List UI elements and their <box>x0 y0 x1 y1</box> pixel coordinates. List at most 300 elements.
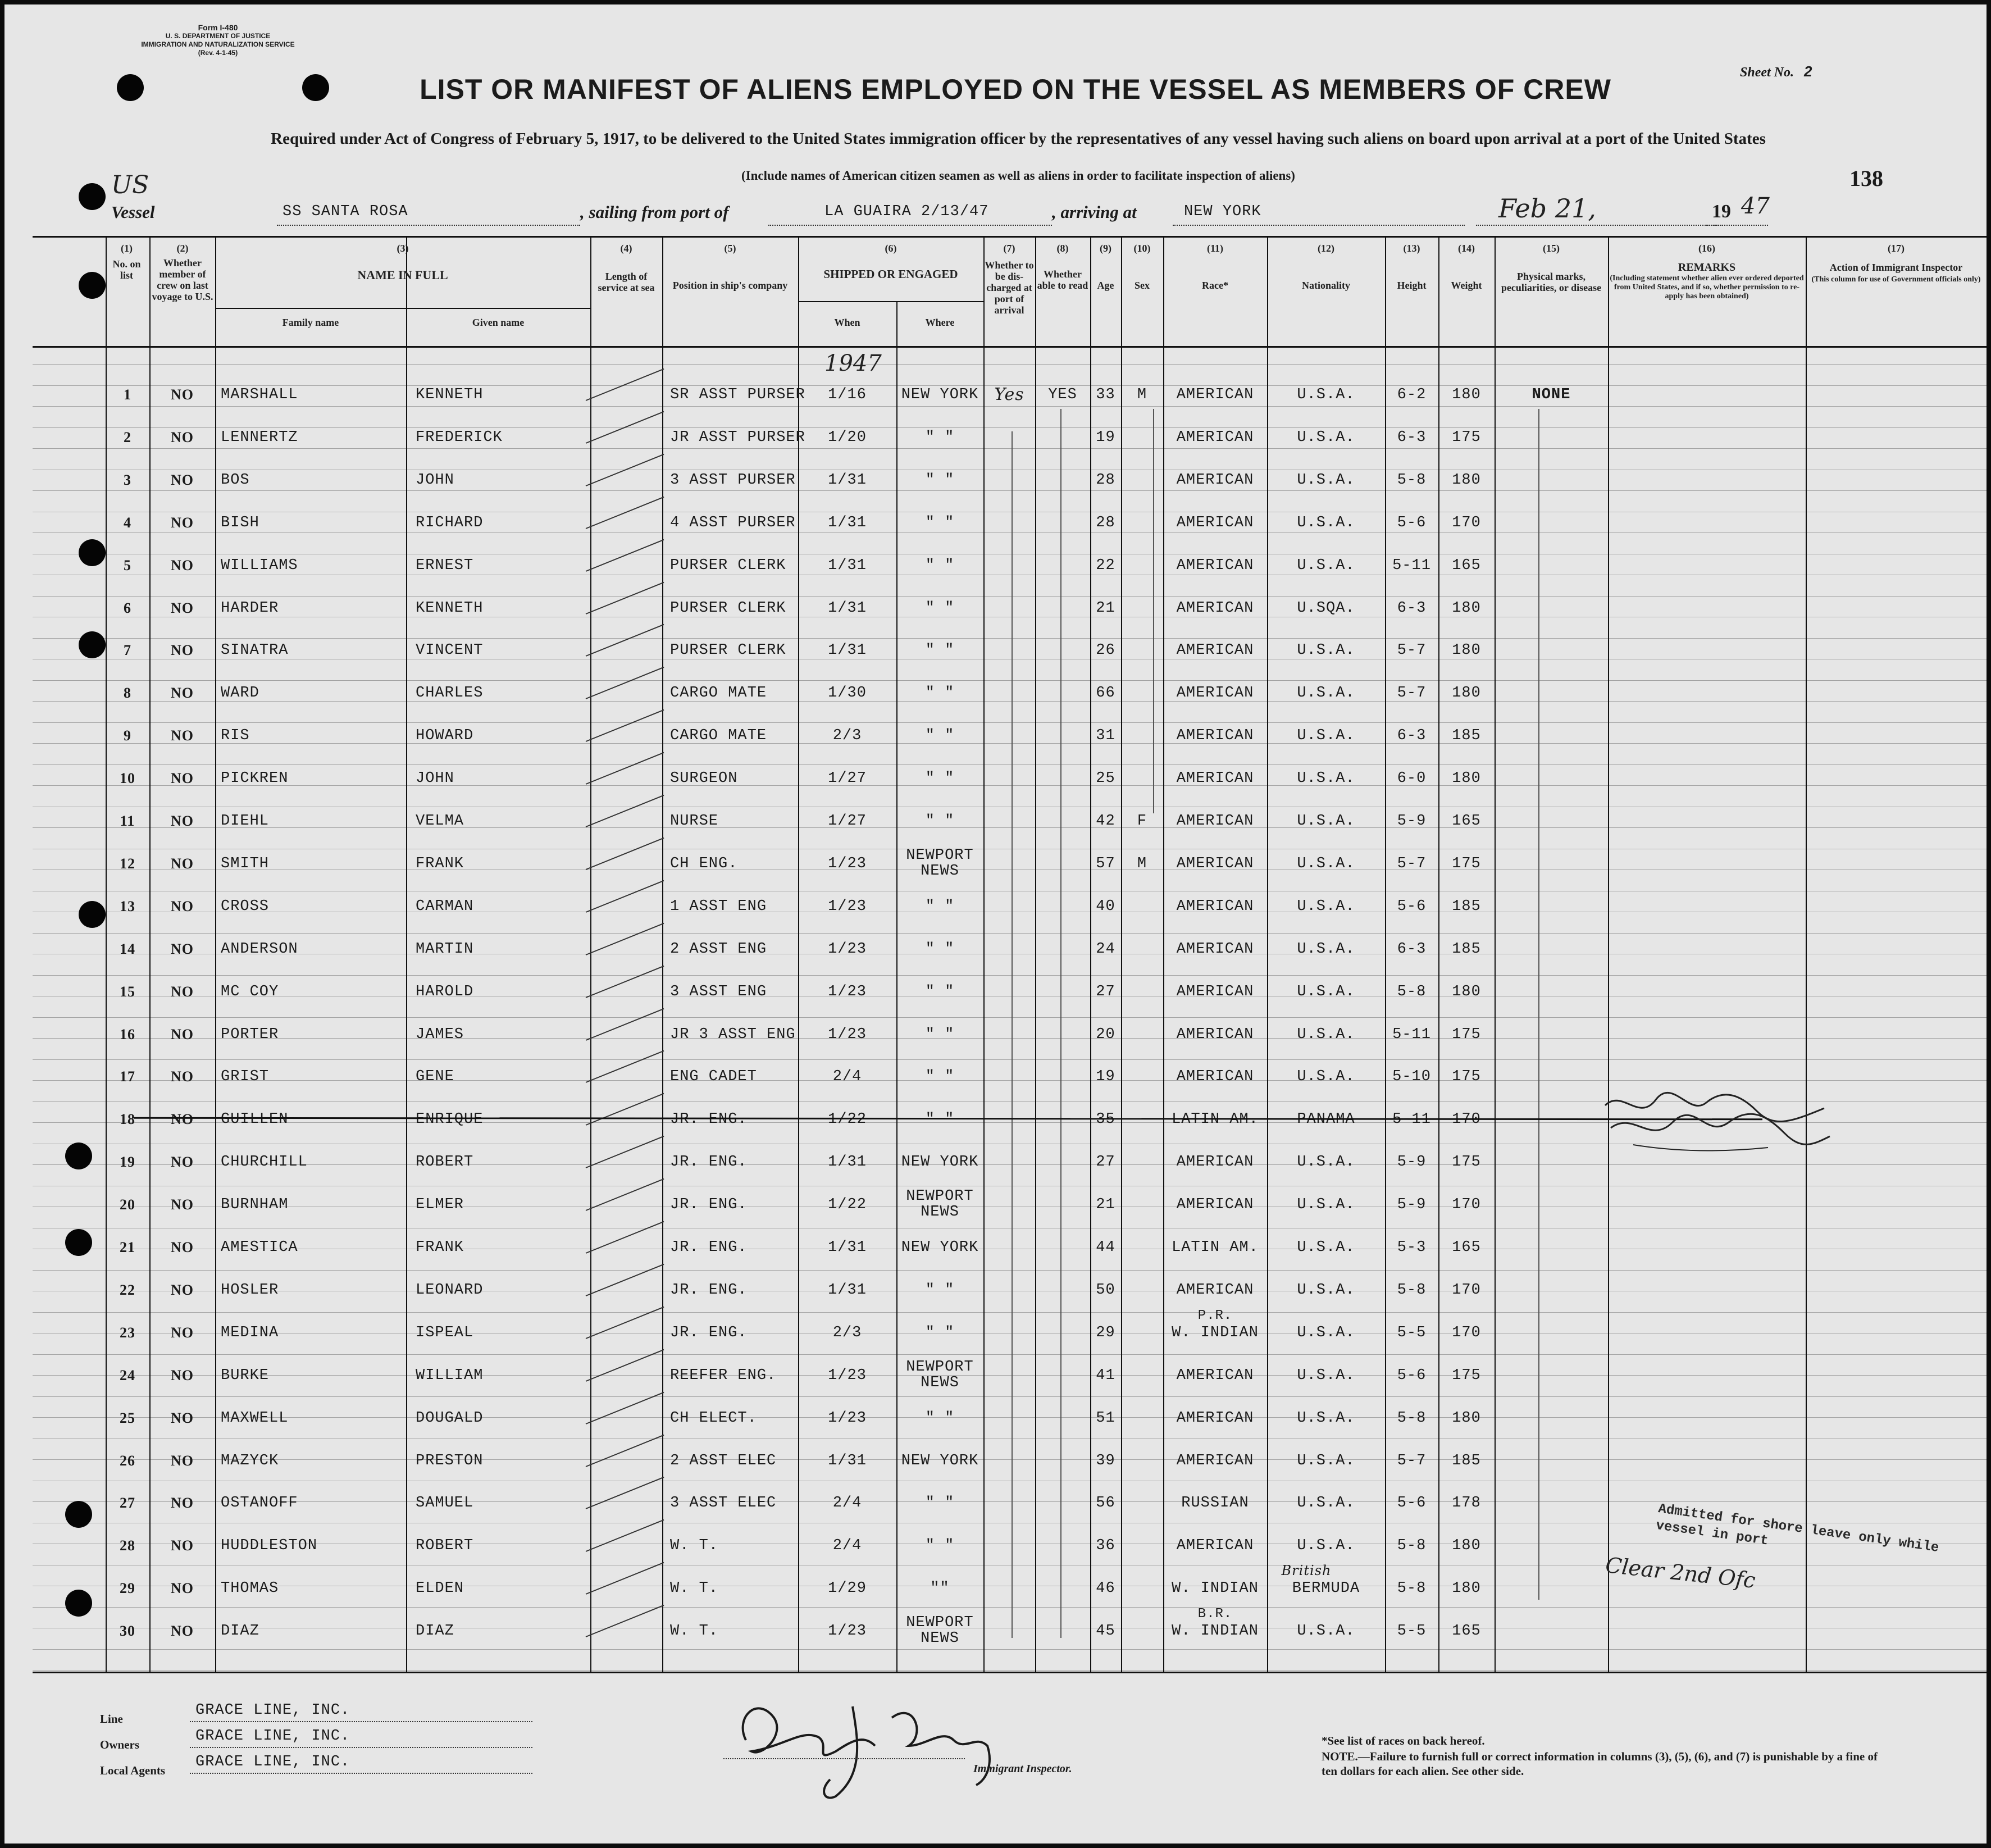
race: AMERICAN <box>1176 940 1254 958</box>
shipped-where: " " <box>925 1324 955 1341</box>
family-name: MAZYCK <box>221 1452 279 1469</box>
prior-voyage: NO <box>171 1452 194 1469</box>
prior-voyage: NO <box>171 1367 194 1383</box>
height: 5-9 <box>1397 1196 1427 1214</box>
row-number: 2 <box>124 429 131 445</box>
prior-voyage: NO <box>171 1239 194 1255</box>
service-check-mark <box>586 667 664 699</box>
prior-voyage: NO <box>171 1409 194 1426</box>
family-name: HUDDLESTON <box>221 1537 318 1555</box>
service-check-mark <box>586 880 664 913</box>
given-name: JOHN <box>416 471 454 489</box>
race: AMERICAN <box>1176 983 1254 1000</box>
service-check-mark <box>586 1307 664 1339</box>
row-number: 26 <box>120 1452 135 1469</box>
weight: 180 <box>1452 685 1481 702</box>
inspector-label: Immigrant Inspector. <box>973 1763 1072 1775</box>
row-number: 27 <box>120 1495 135 1512</box>
shipped-when: 1/31 <box>828 514 867 531</box>
height: 5-7 <box>1397 855 1427 872</box>
row-number: 7 <box>124 642 131 659</box>
family-name: DIEHL <box>221 813 270 830</box>
page-number: 138 <box>1849 166 1883 191</box>
age: 21 <box>1096 599 1115 617</box>
col1-header: (1) No. on list <box>112 243 141 281</box>
race: AMERICAN <box>1176 514 1254 531</box>
prior-voyage: NO <box>171 386 194 403</box>
shipped-when: 1/20 <box>828 429 867 446</box>
position: JR. ENG. <box>670 1111 748 1128</box>
physical-marks: NONE <box>1532 386 1571 403</box>
punch-hole <box>79 631 106 658</box>
weight: 170 <box>1452 514 1481 531</box>
position: SURGEON <box>670 770 738 788</box>
position: REEFER ENG. <box>670 1367 777 1384</box>
nationality: U.S.A. <box>1297 557 1355 574</box>
family-name: MC COY <box>221 983 279 1000</box>
document-title: LIST OR MANIFEST OF ALIENS EMPLOYED ON THE VESSEL AS MEMBERS OF CREW <box>420 74 1611 105</box>
height: 5-11 <box>1392 1026 1431 1043</box>
shipped-where: " " <box>925 1111 955 1128</box>
shipped-when: 1/31 <box>828 1239 867 1256</box>
weight: 180 <box>1452 1580 1481 1597</box>
race-note: B.R. <box>1197 1606 1233 1622</box>
family-name: LENNERTZ <box>221 429 298 446</box>
shipped-when: 1/31 <box>828 599 867 617</box>
weight: 170 <box>1452 1324 1481 1341</box>
height: 5-8 <box>1397 1409 1427 1427</box>
service-check-mark <box>586 795 664 827</box>
shipped-where: NEW YORK <box>901 1154 979 1171</box>
weight: 178 <box>1452 1495 1481 1512</box>
given-name: JOHN <box>416 770 454 788</box>
nationality-note: British <box>1281 1563 1332 1579</box>
position: 3 ASST PURSER <box>670 471 796 489</box>
nationality: U.S.A. <box>1297 1281 1355 1299</box>
nationality: U.S.A. <box>1297 1452 1355 1469</box>
weight: 180 <box>1452 386 1481 403</box>
family-name: SINATRA <box>221 642 289 659</box>
weight: 185 <box>1452 727 1481 745</box>
weight: 180 <box>1452 983 1481 1000</box>
shipped-where: " " <box>925 514 955 531</box>
age: 51 <box>1096 1409 1115 1427</box>
punch-hole <box>79 272 106 299</box>
race: AMERICAN <box>1176 1026 1254 1043</box>
prior-voyage: NO <box>171 557 194 573</box>
nationality: U.S.A. <box>1297 1495 1355 1512</box>
family-name: GUILLEN <box>221 1111 289 1128</box>
nationality: U.S.A. <box>1297 855 1355 872</box>
age: 31 <box>1096 727 1115 745</box>
height: 6-0 <box>1397 770 1427 788</box>
shipped-where: "" <box>930 1580 950 1597</box>
nationality: U.S.A. <box>1297 813 1355 830</box>
age: 56 <box>1096 1495 1115 1512</box>
department: U. S. DEPARTMENT OF JUSTICE <box>165 32 271 40</box>
given-name: ISPEAL <box>416 1324 474 1341</box>
age: 57 <box>1096 855 1115 872</box>
service-check-mark <box>586 965 664 998</box>
col15-header: (15) Physical marks, peculiarities, or disease <box>1501 243 1602 293</box>
family-name: OSTANOFF <box>221 1495 298 1512</box>
row-number: 8 <box>124 685 131 702</box>
nationality: U.S.A. <box>1297 685 1355 702</box>
ditto-line <box>1012 431 1013 1638</box>
col2-header: (2) Whether member of crew on last voyage to U.S. <box>152 243 213 302</box>
prior-voyage: NO <box>171 770 194 787</box>
family-name: CHURCHILL <box>221 1154 308 1171</box>
service-check-mark <box>586 1562 664 1595</box>
family-name: MEDINA <box>221 1324 279 1341</box>
position: CH ENG. <box>670 855 738 872</box>
service-check-mark <box>586 923 664 955</box>
owners-value: GRACE LINE, INC. <box>195 1728 350 1745</box>
race: W. INDIAN <box>1172 1324 1259 1341</box>
race: AMERICAN <box>1176 386 1254 403</box>
given-name: ELDEN <box>416 1580 464 1597</box>
given-name: RICHARD <box>416 514 484 531</box>
col11-header: (11) Race* <box>1202 243 1228 291</box>
position: W. T. <box>670 1623 719 1640</box>
shipped-when: 1/23 <box>828 1026 867 1043</box>
able-to-read: YES <box>1048 386 1077 403</box>
punch-hole <box>65 1501 92 1528</box>
given-name: FRANK <box>416 855 464 872</box>
col9-header: (9) Age <box>1097 243 1114 291</box>
race: AMERICAN <box>1176 685 1254 702</box>
given-name: MARTIN <box>416 940 474 958</box>
row-number: 24 <box>120 1367 135 1383</box>
service-check-mark <box>586 1050 664 1083</box>
shipped-when: 1/22 <box>828 1111 867 1128</box>
shipped-when: 2/3 <box>832 727 862 745</box>
ditto-line <box>1153 409 1154 813</box>
race-note: P.R. <box>1197 1308 1233 1323</box>
row-number: 13 <box>120 898 135 914</box>
position: 1 ASST ENG <box>670 898 767 915</box>
service-check-mark <box>586 1434 664 1467</box>
shipped-where: " " <box>925 940 955 958</box>
prior-voyage: NO <box>171 1580 194 1597</box>
family-name: ANDERSON <box>221 940 298 958</box>
punch-hole <box>65 1229 92 1256</box>
prior-voyage: NO <box>171 685 194 702</box>
races-note: *See list of races on back hereof. <box>1322 1734 1485 1747</box>
shipped-where: " " <box>925 685 955 702</box>
race: AMERICAN <box>1176 642 1254 659</box>
arrival-port: NEW YORK <box>1184 203 1261 220</box>
weight: 185 <box>1452 1452 1481 1469</box>
age: 33 <box>1096 386 1115 403</box>
service-check-mark <box>586 624 664 657</box>
where-header: Where <box>925 317 955 328</box>
owners-label: Owners <box>100 1738 139 1751</box>
given-name: KENNETH <box>416 386 484 403</box>
height: 5-10 <box>1392 1068 1431 1086</box>
race: AMERICAN <box>1176 1281 1254 1299</box>
punch-hole <box>79 901 106 928</box>
prior-voyage: NO <box>171 940 194 957</box>
col14-header: (14) Weight <box>1451 243 1482 291</box>
nationality: U.SQA. <box>1297 599 1355 617</box>
agents-label: Local Agents <box>100 1764 166 1777</box>
family-name: SMITH <box>221 855 270 872</box>
height: 6-2 <box>1397 386 1427 403</box>
shipped-where: " " <box>925 898 955 915</box>
position: JR. ENG. <box>670 1324 748 1341</box>
nationality: U.S.A. <box>1297 1154 1355 1171</box>
family-name: PORTER <box>221 1026 279 1043</box>
service-check-mark <box>586 1008 664 1040</box>
row-number: 1 <box>124 386 131 403</box>
age: 66 <box>1096 685 1115 702</box>
shipped-where: " " <box>925 983 955 1000</box>
position: W. T. <box>670 1580 719 1597</box>
prior-voyage: NO <box>171 471 194 488</box>
family-name: HARDER <box>221 599 279 617</box>
service-check-mark <box>586 539 664 571</box>
height: 5-8 <box>1397 983 1427 1000</box>
shipped-when: 1/31 <box>828 642 867 659</box>
row-number: 20 <box>120 1196 135 1213</box>
height: 5-6 <box>1397 514 1427 531</box>
family-name: CROSS <box>221 898 270 915</box>
weight: 175 <box>1452 1068 1481 1086</box>
given-name: WILLIAM <box>416 1367 484 1384</box>
prior-voyage: NO <box>171 1154 194 1171</box>
height: 5-6 <box>1397 898 1427 915</box>
race: AMERICAN <box>1176 429 1254 446</box>
nationality: U.S.A. <box>1297 1239 1355 1256</box>
year-annotation: 1947 <box>824 351 882 376</box>
shipped-when: 1/31 <box>828 1154 867 1171</box>
shipped-where: NEWPORT NEWS <box>906 846 974 880</box>
weight: 180 <box>1452 770 1481 788</box>
weight: 165 <box>1452 1623 1481 1640</box>
prior-voyage: NO <box>171 813 194 829</box>
prior-voyage: NO <box>171 983 194 1000</box>
position: PURSER CLERK <box>670 599 786 617</box>
shipped-when: 1/31 <box>828 1452 867 1469</box>
shipped-where: " " <box>925 599 955 617</box>
race: AMERICAN <box>1176 1068 1254 1086</box>
row-number: 16 <box>120 1026 135 1043</box>
weight: 175 <box>1452 1026 1481 1043</box>
height: 5-9 <box>1397 1154 1427 1171</box>
age: 40 <box>1096 898 1115 915</box>
given-name: LEONARD <box>416 1281 484 1299</box>
shipped-when: 1/23 <box>828 898 867 915</box>
shipped-when: 1/27 <box>828 770 867 788</box>
race: AMERICAN <box>1176 1154 1254 1171</box>
col13-header: (13) Height <box>1397 243 1427 291</box>
race: AMERICAN <box>1176 1196 1254 1214</box>
shipped-where: NEWPORT NEWS <box>906 1614 974 1647</box>
row-number: 5 <box>124 557 131 573</box>
race: RUSSIAN <box>1181 1495 1249 1512</box>
nationality: U.S.A. <box>1297 898 1355 915</box>
height: 5-11 <box>1392 1111 1431 1128</box>
prior-voyage: NO <box>171 1026 194 1043</box>
shipped-where: " " <box>925 1495 955 1512</box>
sheet-value: 2 <box>1804 63 1812 80</box>
service-check-mark <box>586 1605 664 1637</box>
col8-header: (8) Whether able to read <box>1037 243 1088 291</box>
age: 22 <box>1096 557 1115 574</box>
nationality: U.S.A. <box>1297 1537 1355 1555</box>
shipped-where: NEW YORK <box>901 1239 979 1256</box>
race: AMERICAN <box>1176 557 1254 574</box>
service-check-mark <box>586 1136 664 1168</box>
shipped-where: " " <box>925 1068 955 1086</box>
family-name: BISH <box>221 514 259 531</box>
family-name: PICKREN <box>221 770 289 788</box>
punch-hole <box>79 539 106 566</box>
race: AMERICAN <box>1176 1452 1254 1469</box>
prior-voyage: NO <box>171 599 194 616</box>
age: 21 <box>1096 1196 1115 1214</box>
weight: 180 <box>1452 1409 1481 1427</box>
position: NURSE <box>670 813 719 830</box>
weight: 165 <box>1452 813 1481 830</box>
row-number: 11 <box>120 813 135 829</box>
given-name: CARMAN <box>416 898 474 915</box>
departure-port: LA GUAIRA 2/13/47 <box>824 203 989 220</box>
row-number: 15 <box>120 983 135 1000</box>
race: W. INDIAN <box>1172 1580 1259 1597</box>
age: 19 <box>1096 1068 1115 1086</box>
row-number: 9 <box>124 727 131 744</box>
weight: 170 <box>1452 1196 1481 1214</box>
family-name: GRIST <box>221 1068 270 1086</box>
include-note: (Include names of American citizen seamen as well as aliens in order to facilitate inspection of aliens) <box>741 169 1295 183</box>
prior-voyage: NO <box>171 1324 194 1341</box>
height: 5-5 <box>1397 1324 1427 1341</box>
position: JR. ENG. <box>670 1239 748 1256</box>
position: CARGO MATE <box>670 727 767 745</box>
prior-voyage: NO <box>171 727 194 744</box>
weight: 170 <box>1452 1111 1481 1128</box>
nationality: U.S.A. <box>1297 983 1355 1000</box>
prior-voyage: NO <box>171 429 194 445</box>
nationality: U.S.A. <box>1297 471 1355 489</box>
shipped-where: " " <box>925 1537 955 1555</box>
us-handwritten-mark: US <box>111 171 149 199</box>
race: AMERICAN <box>1176 770 1254 788</box>
row-number: 12 <box>120 855 135 872</box>
prior-voyage: NO <box>171 1281 194 1298</box>
position: PURSER CLERK <box>670 642 786 659</box>
nationality: U.S.A. <box>1297 386 1355 403</box>
row-number: 14 <box>120 940 135 957</box>
weight: 180 <box>1452 599 1481 617</box>
col10-header: (10) Sex <box>1133 243 1151 291</box>
position: 3 ASST ENG <box>670 983 767 1000</box>
height: 5-8 <box>1397 1537 1427 1555</box>
form-number: Form I-480 <box>198 23 238 32</box>
row-number: 19 <box>120 1154 135 1171</box>
race: AMERICAN <box>1176 1367 1254 1384</box>
family-name: AMESTICA <box>221 1239 298 1256</box>
age: 19 <box>1096 429 1115 446</box>
height: 5-7 <box>1397 1452 1427 1469</box>
shipped-where: NEWPORT NEWS <box>906 1188 974 1221</box>
position: JR. ENG. <box>670 1154 748 1171</box>
form-identifier <box>94 24 341 57</box>
prior-voyage: NO <box>171 514 194 531</box>
shipped-when: 1/29 <box>828 1580 867 1597</box>
given-name: HAROLD <box>416 983 474 1000</box>
shipped-when: 1/30 <box>828 685 867 702</box>
age: 50 <box>1096 1281 1115 1299</box>
vessel-name: SS SANTA ROSA <box>283 203 408 220</box>
given-name: GENE <box>416 1068 454 1086</box>
row-number: 23 <box>120 1324 135 1341</box>
family-name: BURKE <box>221 1367 270 1384</box>
shipped-when: 1/23 <box>828 983 867 1000</box>
shipped-when: 1/22 <box>828 1196 867 1214</box>
nationality: U.S.A. <box>1297 1068 1355 1086</box>
given-name: ROBERT <box>416 1537 474 1555</box>
race: AMERICAN <box>1176 1537 1254 1555</box>
revision: (Rev. 4-1-45) <box>198 49 238 57</box>
stamp-handwriting: Clear 2nd Ofc <box>1604 1553 1757 1593</box>
weight: 180 <box>1452 642 1481 659</box>
shipped-when: 2/4 <box>832 1068 862 1086</box>
weight: 165 <box>1452 557 1481 574</box>
shipped-where: NEW YORK <box>901 1452 979 1469</box>
given-name: ERNEST <box>416 557 474 574</box>
position: 2 ASST ENG <box>670 940 767 958</box>
height: 5-8 <box>1397 1281 1427 1299</box>
nationality: U.S.A. <box>1297 1026 1355 1043</box>
height: 6-3 <box>1397 727 1427 745</box>
age: 28 <box>1096 471 1115 489</box>
shipped-when: 2/3 <box>832 1324 862 1341</box>
nationality: U.S.A. <box>1297 770 1355 788</box>
given-name: ENRIQUE <box>416 1111 484 1128</box>
row-number: 10 <box>120 770 135 787</box>
race: AMERICAN <box>1176 898 1254 915</box>
ditto-line <box>1538 409 1539 1600</box>
age: 39 <box>1096 1452 1115 1469</box>
height: 5-3 <box>1397 1239 1427 1256</box>
position: 4 ASST PURSER <box>670 514 796 531</box>
race: AMERICAN <box>1176 599 1254 617</box>
col16-header: (16) REMARKS (Including statement whether alien ever ordered deported from United States, and if so, whether permission to re-apply has been obtained) <box>1610 243 1804 301</box>
service-check-mark <box>586 1477 664 1509</box>
col4-header: (4) Length of service at sea <box>598 243 655 293</box>
manifest-sheet <box>4 4 1987 1844</box>
row-number: 4 <box>124 514 131 531</box>
sex: M <box>1137 386 1147 403</box>
service-check-mark <box>586 752 664 785</box>
age: 25 <box>1096 770 1115 788</box>
given-name: VINCENT <box>416 642 484 659</box>
nationality: U.S.A. <box>1297 429 1355 446</box>
row-number: 17 <box>120 1068 135 1085</box>
height: 5-5 <box>1397 1623 1427 1640</box>
nationality: U.S.A. <box>1297 1623 1355 1640</box>
given-name: JAMES <box>416 1026 464 1043</box>
race: AMERICAN <box>1176 1409 1254 1427</box>
prior-voyage: NO <box>171 898 194 914</box>
prior-voyage: NO <box>171 1068 194 1085</box>
col5-header: (5) Position in ship's company <box>672 243 788 291</box>
row-number: 29 <box>120 1580 135 1597</box>
col3-header: (3) NAME IN FULL <box>357 243 448 282</box>
